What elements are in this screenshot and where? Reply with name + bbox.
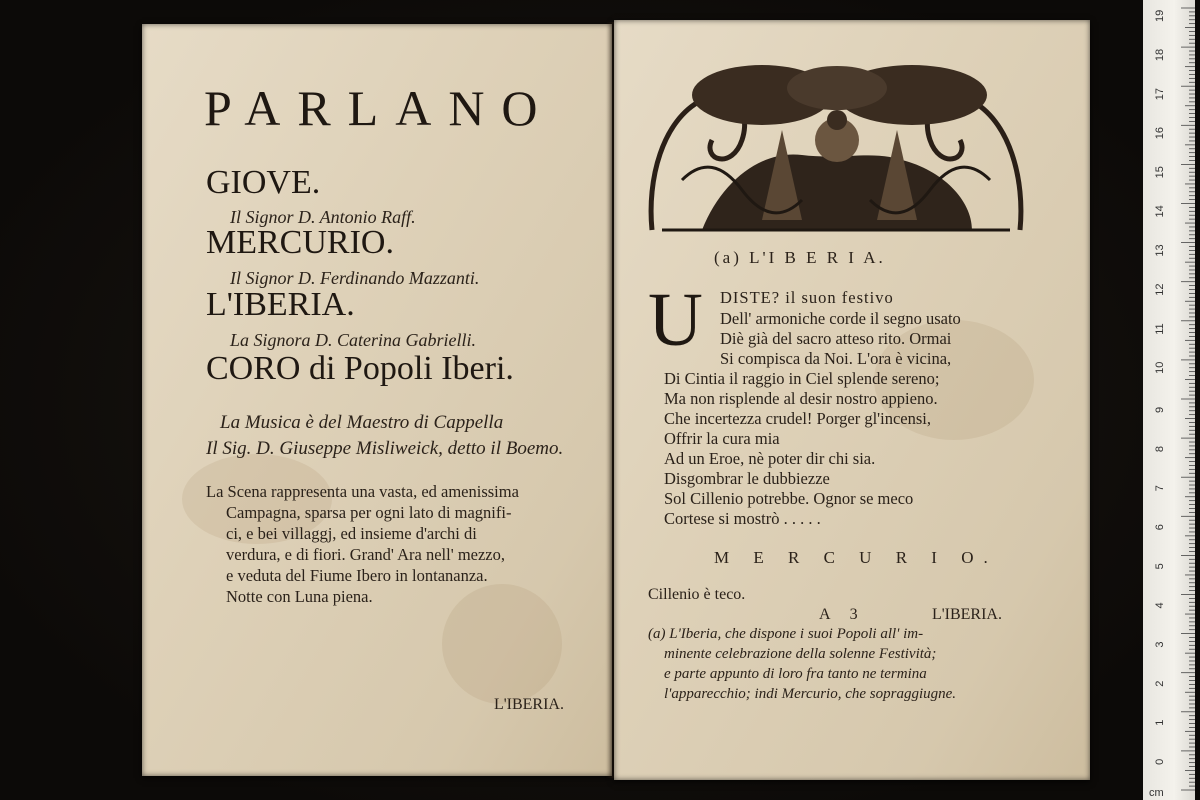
scene-line: e veduta del Fiume Ibero in lontananza. (226, 566, 488, 585)
ruler-scale (1143, 0, 1195, 800)
singer-name: La Signora D. Caterina Gabrielli. (230, 330, 477, 350)
character-name: GIOVE. (206, 164, 321, 201)
singer-name: Il Signor D. Ferdinando Mazzanti. (230, 268, 480, 288)
measuring-ruler (1143, 0, 1195, 800)
signature-mark: A 3 (819, 606, 866, 623)
character-name: L'IBERIA. (206, 286, 355, 323)
verse-line: Ad un Eroe, nè poter dir chi sia. (664, 449, 876, 468)
verse-line: Si compisca da Noi. L'ora è vicina, (720, 349, 952, 368)
ornamental-headpiece (642, 60, 1030, 238)
singer-name: Il Signor D. Antonio Raff. (230, 207, 416, 227)
footnote-line: minente celebrazione della solenne Festività; (664, 646, 937, 662)
ruler-number: 7 (1154, 485, 1166, 492)
ruler-number: 8 (1154, 445, 1166, 453)
right-page (614, 20, 1090, 780)
verse-line: DISTE? il suon festivo (720, 288, 894, 307)
footnote-line: l'apparecchio; indi Mercurio, che sopraggiugne. (664, 686, 957, 702)
scene-line: La Scena rappresenta una vasta, ed amenissima (206, 482, 519, 501)
verse-line: Sol Cillenio potrebbe. Ognor se meco (664, 489, 914, 508)
scene-line: Notte con Luna piena. (226, 587, 373, 606)
ruler-number: 2 (1154, 680, 1166, 687)
ruler-number: 11 (1154, 323, 1166, 335)
scene-line: verdura, e di fiori. Grand' Ara nell' mezzo, (226, 545, 506, 564)
ruler-number: 1 (1154, 719, 1166, 726)
catchword: L'IBERIA. (494, 696, 564, 713)
ruler-number: 5 (1154, 563, 1166, 570)
footnote-line: e parte appunto di loro fra tanto ne termina (664, 666, 927, 682)
music-credit-line: Il Sig. D. Giuseppe Misliweick, detto il Boemo. (206, 438, 564, 459)
drop-cap: U (648, 278, 703, 362)
scene-line: Campagna, sparsa per ogni lato di magnifi- (226, 503, 512, 522)
ruler-unit-label: cm (1149, 787, 1164, 799)
ruler-number: 3 (1154, 641, 1166, 648)
ruler-number: 13 (1154, 244, 1166, 257)
ruler-number: 16 (1154, 127, 1166, 140)
verse-line: Che incertezza crudel! Porger gl'incensi, (664, 409, 932, 428)
speaker-heading: M E R C U R I O. (714, 548, 998, 567)
page-title: PARLANO (204, 80, 555, 136)
ruler-number: 18 (1154, 48, 1166, 62)
music-credit-line: La Musica è del Maestro di Cappella (220, 412, 504, 433)
ruler-number: 10 (1154, 361, 1166, 374)
ruler-number: 15 (1154, 166, 1166, 179)
ruler-number: 0 (1154, 758, 1166, 765)
verse-line: Ma non risplende al desir nostro appieno. (664, 389, 938, 408)
ruler-number: 14 (1154, 205, 1166, 218)
verse-line: Offrir la cura mia (664, 429, 780, 448)
character-name: MERCURIO. (206, 224, 394, 261)
ruler-number: 17 (1154, 87, 1166, 101)
paper-stain (442, 584, 562, 704)
reply-line: Cillenio è teco. (648, 586, 746, 603)
ruler-number: 6 (1154, 524, 1166, 531)
footnote-line: (a) L'Iberia, che dispone i suoi Popoli all' im- (648, 626, 924, 642)
verse-line: Diè già del sacro atteso rito. Ormai (720, 329, 952, 348)
verse-line: Di Cintia il raggio in Ciel splende sereno; (664, 369, 940, 388)
character-name: CORO di Popoli Iberi. (206, 350, 514, 387)
catchword: L'IBERIA. (932, 606, 1002, 623)
verse-line: Cortese si mostrò . . . . . (664, 509, 821, 528)
ruler-number: 4 (1154, 602, 1166, 609)
ruler-number: 9 (1154, 406, 1166, 413)
ruler-number: 19 (1154, 9, 1166, 22)
verse-line: Disgombrar le dubbiezze (664, 469, 830, 488)
verse-line: Dell' armoniche corde il segno usato (720, 309, 961, 328)
ruler-number: 12 (1154, 283, 1166, 296)
section-heading: (a) L'I B E R I A. (714, 248, 886, 267)
left-page (142, 24, 612, 776)
scene-line: ci, e bei villaggj, ed insieme d'archi di (226, 524, 477, 543)
